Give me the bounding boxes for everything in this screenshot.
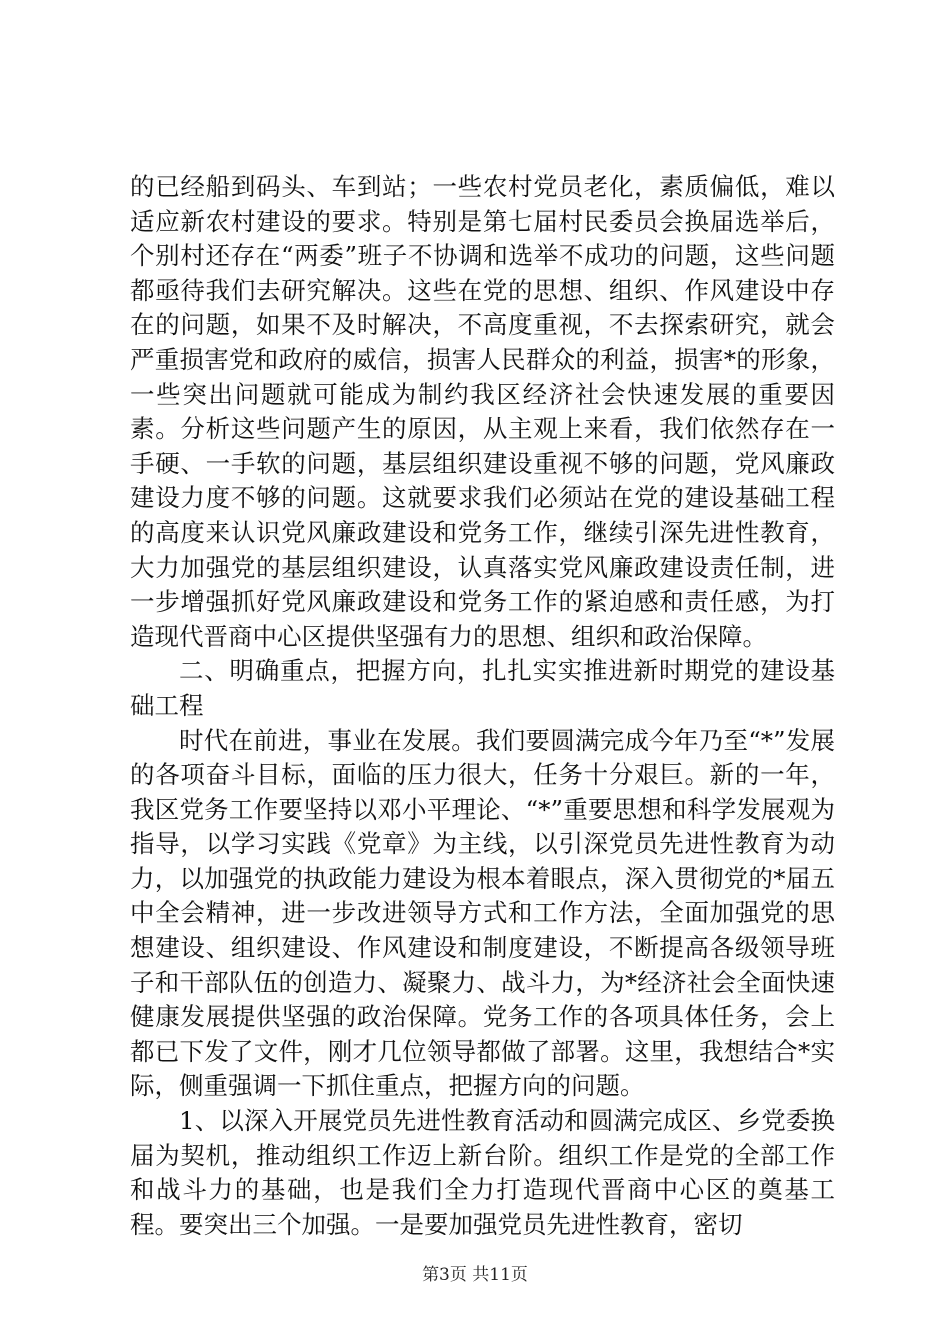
section-heading: 二、明确重点，把握方向，扎扎实实推进新时期党的建设基础工程 — [130, 656, 835, 720]
paragraph: 时代在前进，事业在发展。我们要圆满完成今年乃至“*”发展的各项奋斗目标，面临的压力很大，任务十分艰巨。新的一年，我区党务工作要坚持以邓小平理论、“*”重要思想和科学发展观为指导，以学习实践《党章》为主线，以引深党员先进性教育为动力，以加强党的执政能力建设为根本着眼点，深入贯彻党的*届五中全会精神，进一步改进领导方式和工作方法，全面加强党的思想建设、组织建设、作风建设和制度建设，不断提高各级领导班子和干部队伍的创造力、凝聚力、战斗力，为*经济社会全面快速健康发展提供坚强的政治保障。党务工作的各项具体任务，会上都已下发了文件，刚才几位领导都做了部署。这里，我想结合*实际，侧重强调一下抓住重点，把握方向的问题。 — [130, 725, 835, 1101]
page-number: 第3页 共11页 — [422, 1265, 528, 1285]
document-body — [130, 170, 835, 1242]
paragraph: 1、以深入开展党员先进性教育活动和圆满完成区、乡党委换届为契机，推动组织工作迈上新台阶。组织工作是党的全部工作和战斗力的基础，也是我们全力打造现代晋商中心区的奠基工程。要突出三个加强。一是要加强党员先进性教育，密切 — [130, 1106, 835, 1239]
paragraph-continuation: 的已经船到码头、车到站；一些农村党员老化，素质偏低，难以适应新农村建设的要求。特别是第七届村民委员会换届选举后，个别村还存在“两委”班子不协调和选举不成功的问题，这些问题都亟待我们去研究解决。这些在党的思想、组织、作风建设中存在的问题，如果不及时解决，不高度重视，不去探索研究，就会严重损害党和政府的威信，损害人民群众的利益，损害*的形象，一些突出问题就可能成为制约我区经济社会快速发展的重要因素。分析这些问题产生的原因，从主观上来看，我们依然存在一手硬、一手软的问题，基层组织建设重视不够的问题，党风廉政建设力度不够的问题。这就要求我们必须站在党的建设基础工程的高度来认识党风廉政建设和党务工作，继续引深先进性教育，大力加强党的基层组织建设，认真落实党风廉政建设责任制，进一步增强抓好党风廉政建设和党务工作的紧迫感和责任感，为打造现代晋商中心区提供坚强有力的思想、组织和政治保障。 — [130, 172, 835, 651]
